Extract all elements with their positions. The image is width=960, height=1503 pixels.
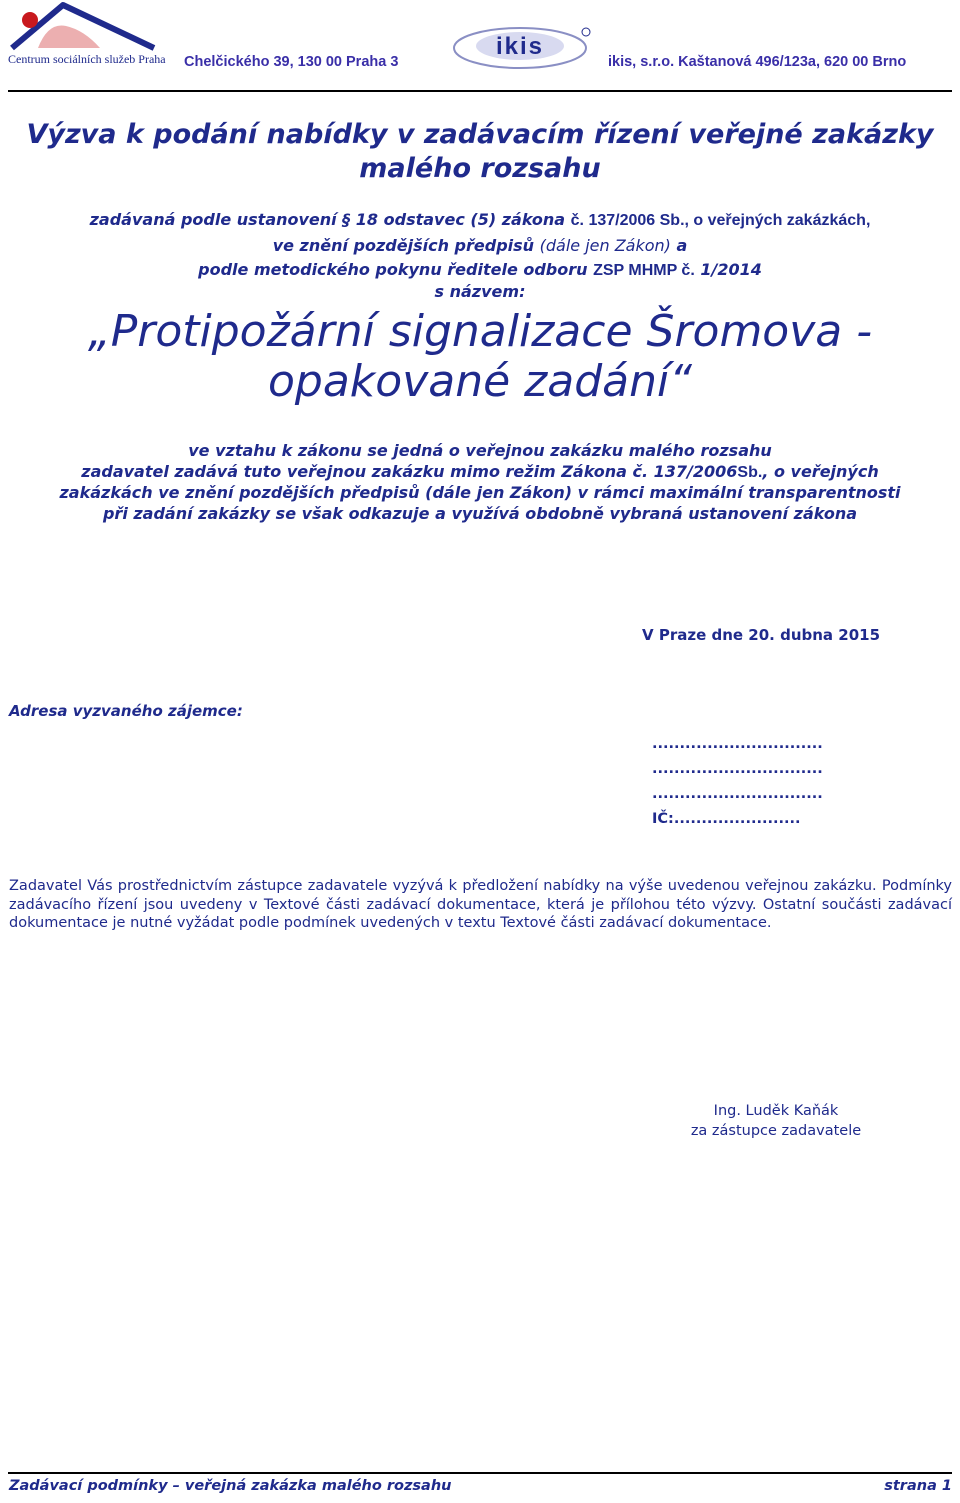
document-title-line2: malého rozsahu <box>359 153 601 184</box>
intro-line1: ve vztahu k zákonu se jedná o veřejnou zakázku malého rozsahu <box>188 441 772 460</box>
legal-basis-number: 1/2014 <box>700 260 762 279</box>
project-name-line2: opakované zadání“ <box>267 356 692 407</box>
document-title-line1: Výzva k podání nabídky v zadávacím řízení veřejné zakázky <box>26 119 934 150</box>
legal-basis-line4: s názvem: <box>434 282 526 301</box>
address-line: ............................... <box>652 736 823 752</box>
page-number: strana 1 <box>884 1478 952 1494</box>
csspraha-address: Chelčického 39, 130 00 Praha 3 <box>184 54 399 70</box>
footer-left: Zadávací podmínky – veřejná zakázka malého rozsahu <box>9 1478 452 1494</box>
legal-basis-text: zadávaná podle ustanovení § 18 odstavec (5) zákona <box>89 210 566 229</box>
legal-basis-law: č. 137/2006 Sb., o veřejných zakázkách, <box>570 212 871 229</box>
legal-basis-text: ve znění pozdějších předpisů <box>272 236 535 255</box>
ikis-logo-text: ikis <box>495 33 545 60</box>
intro-line4: při zadání zakázky se však odkazuje a využívá obdobně vybraná ustanovení zákona <box>102 504 858 523</box>
address-block <box>652 732 823 832</box>
footer-divider <box>8 1472 952 1474</box>
legal-basis-text: podle metodického pokynu ředitele odboru <box>198 260 588 279</box>
address-line: ............................... <box>652 786 823 802</box>
ikis-logo <box>452 22 594 72</box>
body-paragraph: Zadavatel Vás prostřednictvím zástupce zadavatele vyzývá k předložení nabídky na výše uvedenou veřejnou zakázku. Podmínky zadávacího řízení jsou uvedeny v Textové části zadávací dokumentace, která je přílohou této výzvy. Ostatní součásti zadávací dokumentace je nutné vyžádat podle podmínek uvedených v textu Textové části zadávací dokumentace. <box>9 878 952 932</box>
legal-basis-office: ZSP MHMP č. <box>593 262 695 279</box>
csspraha-logo-icon <box>8 0 156 52</box>
legal-basis-line2 <box>0 236 960 255</box>
header-divider <box>8 90 952 92</box>
ikis-logo-icon <box>452 22 594 72</box>
address-ic-line: IČ:....................... <box>652 811 801 827</box>
legal-basis-line1 <box>0 210 960 230</box>
intro-line2 <box>0 462 960 482</box>
legal-basis-conj: a <box>676 236 688 255</box>
intro-text: , o veřejných <box>762 462 879 481</box>
signature-role: za zástupce zadavatele <box>690 1123 862 1139</box>
date-line: V Praze dne 20. dubna 2015 <box>642 626 881 644</box>
address-line: ............................... <box>652 761 823 777</box>
ikis-address: ikis, s.r.o. Kaštanová 496/123a, 620 00 Brno <box>608 54 907 70</box>
legal-basis-line3 <box>0 260 960 280</box>
address-label: Adresa vyzvaného zájemce: <box>9 702 243 720</box>
legal-basis-abbrev: (dále jen Zákon) <box>539 236 671 255</box>
intro-line3: zakázkách ve znění pozdějších předpisů (dále jen Zákon) v rámci maximální transparentnosti <box>59 483 901 502</box>
project-name-line1: „Protipožární signalizace Šromova - <box>87 306 873 357</box>
intro-text: zadavatel zadává tuto veřejnou zakázku mimo režim Zákona č. 137/2006 <box>81 462 738 481</box>
intro-sb: Sb. <box>737 464 763 481</box>
signature-name: Ing. Luděk Kaňák <box>713 1103 839 1119</box>
csspraha-logo-caption: Centrum sociálních služeb Praha <box>8 52 166 66</box>
